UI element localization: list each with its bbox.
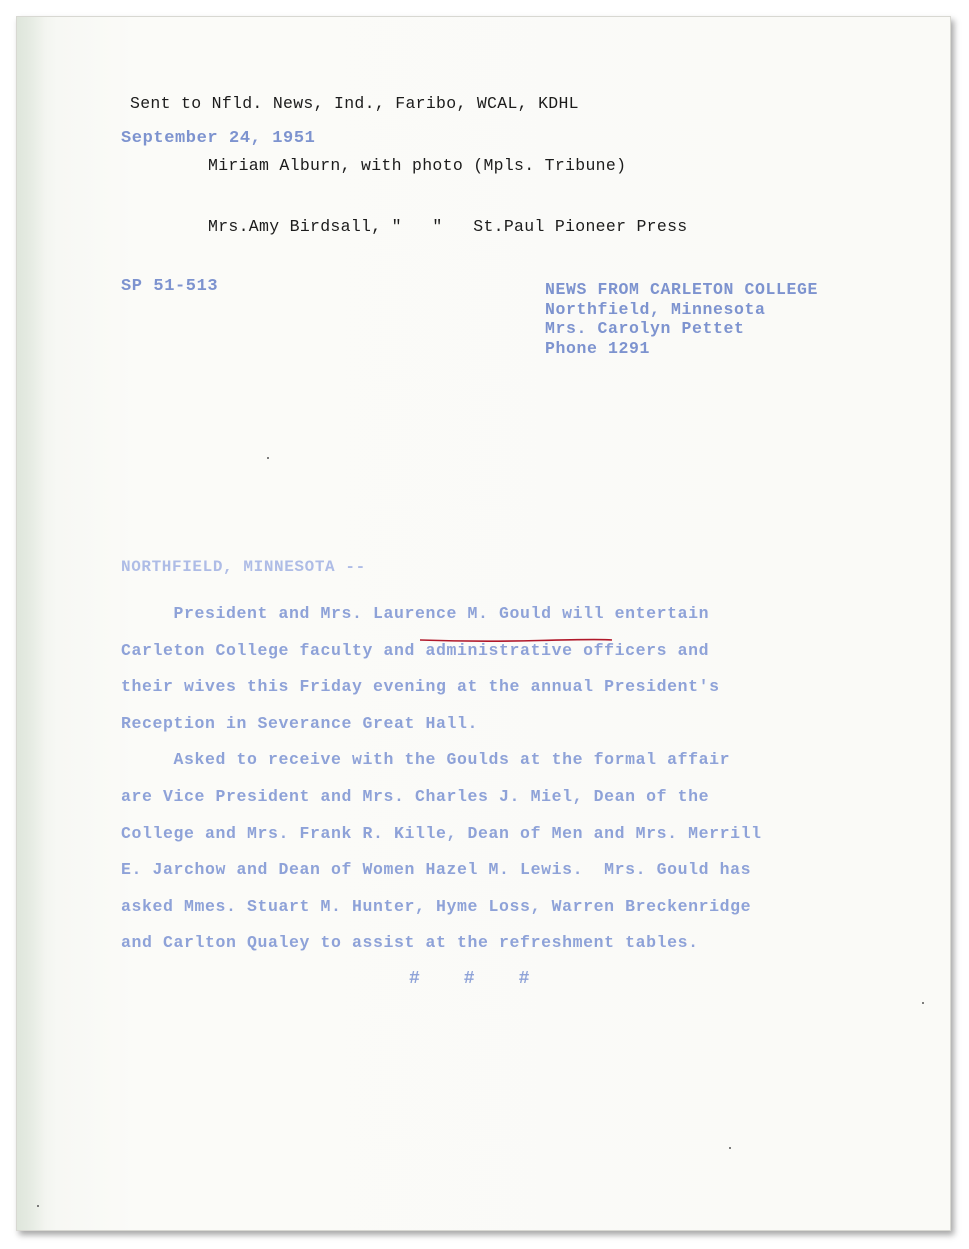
distribution-line-3: Mrs.Amy Birdsall, " " St.Paul Pioneer Press	[208, 217, 688, 236]
paragraph-2-line-5: asked Mmes. Stuart M. Hunter, Hyme Loss, Warren Breckenridge	[121, 896, 752, 916]
paragraph-1-line-2: Carleton College faculty and administrative officers and	[121, 640, 710, 660]
release-date: September 24, 1951	[121, 129, 316, 148]
typed-page	[16, 16, 951, 1231]
letterhead-city: Northfield, Minnesota	[545, 299, 766, 319]
paragraph-2-line-1: Asked to receive with the Goulds at the formal affair	[121, 750, 731, 770]
paper-speck	[267, 457, 269, 459]
letterhead	[545, 280, 818, 358]
paper-speck	[922, 1002, 924, 1004]
paragraph-2-line-2: are Vice President and Mrs. Charles J. Miel, Dean of the	[121, 786, 710, 806]
paragraph-2-line-6: and Carlton Qualey to assist at the refreshment tables.	[121, 933, 699, 953]
red-pencil-underline	[419, 637, 613, 643]
letterhead-title: NEWS FROM CARLETON COLLEGE	[545, 280, 819, 299]
letterhead-phone: Phone 1291	[545, 338, 651, 358]
paragraph-1-line-1: President and Mrs. Laurence M. Gould will entertain	[121, 604, 710, 623]
distribution-line-2: Miriam Alburn, with photo (Mpls. Tribune)	[208, 155, 627, 175]
paragraph-2-line-3: College and Mrs. Frank R. Kille, Dean of Men and Mrs. Merrill	[121, 823, 762, 843]
distribution-line-1: Sent to Nfld. News, Ind., Faribo, WCAL, KDHL	[130, 94, 579, 113]
distribution-note	[130, 53, 687, 279]
tissue-paper-edge	[17, 17, 45, 1230]
release-code: SP 51-513	[121, 277, 219, 296]
paragraph-1-line-4: Reception in Severance Great Hall.	[121, 713, 479, 733]
paragraph-2-line-4: E. Jarchow and Dean of Women Hazel M. Lewis. Mrs. Gould has	[121, 860, 752, 880]
end-mark: ###	[409, 969, 574, 989]
dateline: NORTHFIELD, MINNESOTA --	[121, 558, 366, 576]
paragraph-1-line-3: their wives this Friday evening at the annual President's	[121, 677, 720, 697]
paper-speck	[37, 1205, 39, 1207]
paper-speck	[729, 1147, 731, 1149]
letterhead-contact: Mrs. Carolyn Pettet	[545, 319, 745, 338]
press-release-body	[121, 596, 821, 962]
